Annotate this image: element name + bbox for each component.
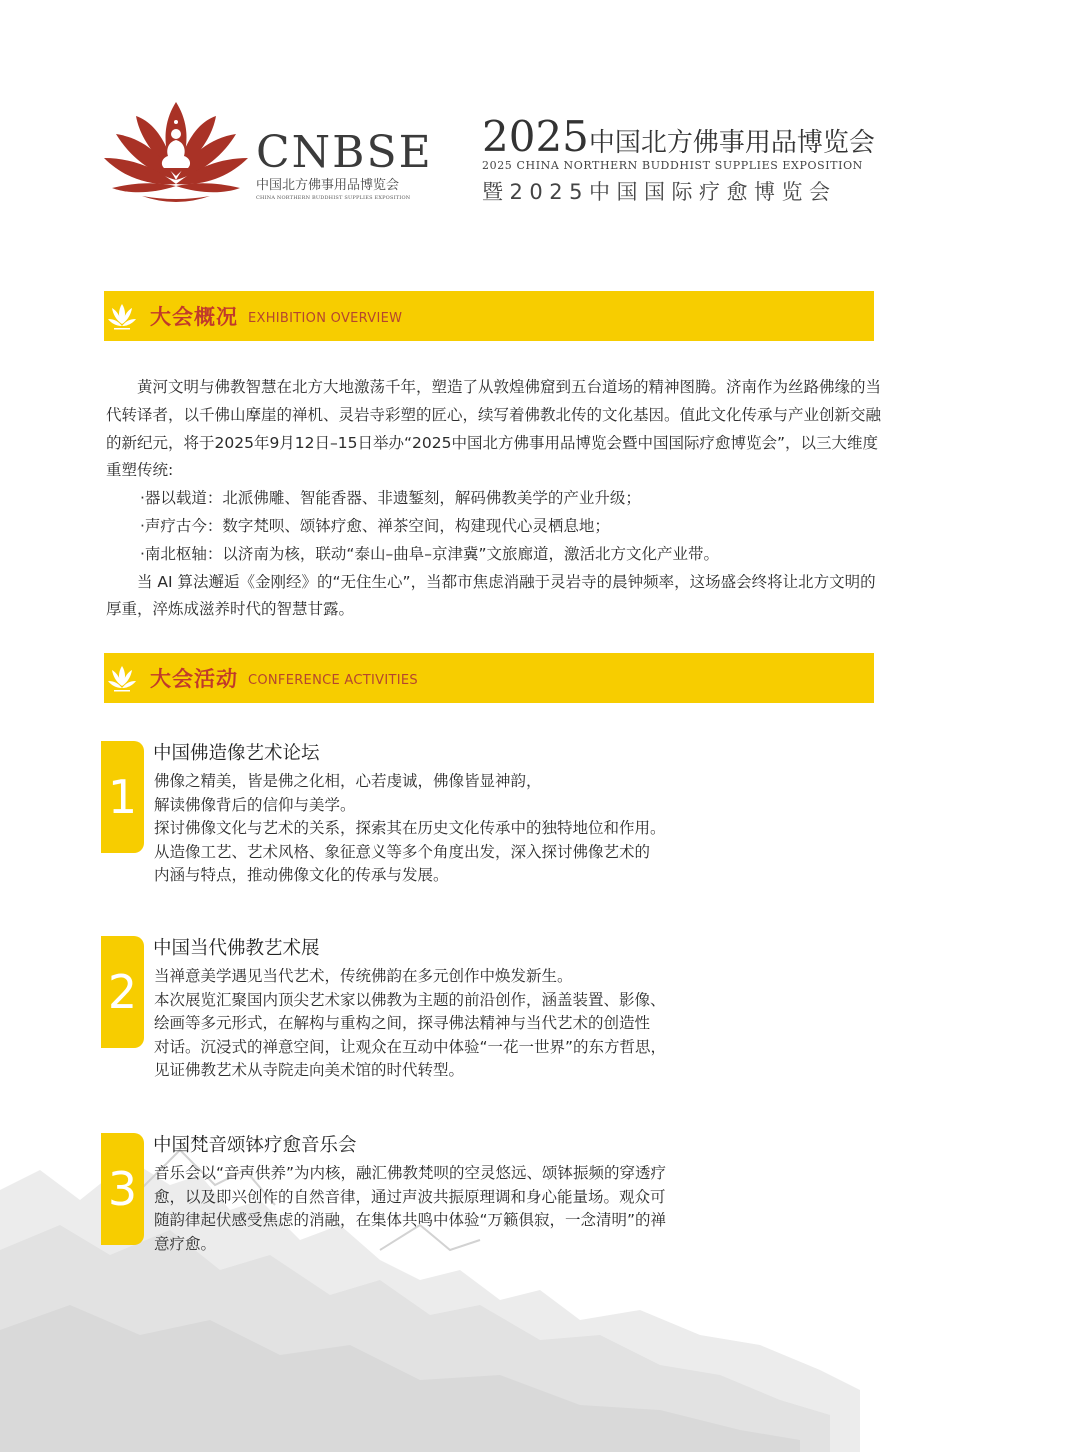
logo-english-name: CHINA NORTHERN BUDDHIST SUPPLIES EXPOSITION bbox=[256, 195, 411, 201]
exhibition-title bbox=[482, 112, 875, 206]
activity-line: 探讨佛像文化与艺术的关系，探索其在历史文化传承中的独特地位和作用。 bbox=[154, 819, 666, 838]
overview-paragraph-1: 黄河文明与佛教智慧在北方大地激荡千年，塑造了从敦煌佛窟到五台道场的精神图腾。济南作为丝路佛缘的当代转译者，以千佛山摩崖的禅机、灵岩寺彩塑的匠心，续写着佛教北传的文化基因。值此文化传承与产业创新交融的新纪元，将于2025年9月12日–15日举办“2025中国北方佛事用品博览会暨中国国际疗愈博览会”，以三大维度重塑传统: bbox=[106, 378, 882, 480]
overview-paragraph-2: 当 AI 算法邂逅《金刚经》的“无住生心”，当都市焦虑消融于灵岩寺的晨钟频率，这场盛会终将让北方文明的厚重，淬炼成滋养时代的智慧甘露。 bbox=[106, 572, 876, 619]
activity-line: 佛像之精美，皆是佛之化相，心若虔诚，佛像皆显神韵， bbox=[154, 772, 542, 790]
overview-bullet: ·声疗古今：数字梵呗、颂钵疗愈、禅茶空间，构建现代心灵栖息地； bbox=[140, 516, 610, 535]
activity-line: 见证佛教艺术从寺院走向美术馆的时代转型。 bbox=[154, 1061, 465, 1080]
activity-line: 音乐会以“音声供养”为内核，融汇佛教梵呗的空灵悠远、颂钵振频的穿透疗 bbox=[154, 1164, 667, 1182]
title-subtitle: 暨2025中国国际疗愈博览会 bbox=[482, 180, 837, 204]
lotus-icon bbox=[108, 300, 136, 332]
activity-description bbox=[154, 770, 794, 888]
section-title-en: EXHIBITION OVERVIEW bbox=[248, 310, 403, 326]
section-header-activities bbox=[104, 653, 874, 703]
lotus-icon bbox=[108, 662, 136, 694]
title-year: 2025 bbox=[482, 112, 589, 161]
logo-text-group bbox=[256, 128, 433, 202]
title-english: 2025 CHINA NORTHERN BUDDHIST SUPPLIES EXPOSITION bbox=[482, 159, 863, 172]
lotus-buddha-logo bbox=[102, 98, 250, 210]
title-main: 中国北方佛事用品博览会 bbox=[588, 128, 875, 158]
overview-text bbox=[106, 374, 886, 624]
activity-line: 解读佛像背后的信仰与美学。 bbox=[154, 795, 356, 814]
section-title-en: CONFERENCE ACTIVITIES bbox=[248, 672, 418, 688]
activity-line: 内涵与特点，推动佛像文化的传承与发展。 bbox=[154, 866, 449, 885]
overview-bullet: ·南北枢轴：以济南为核，联动“泰山–曲阜–京津冀”文旅廊道，激活北方文化产业带。 bbox=[140, 544, 719, 563]
logo-abbreviation: CNBSE bbox=[256, 127, 433, 178]
activity-line: 对话。沉浸式的禅意空间，让观众在互动中体验“一花一世界”的东方哲思， bbox=[154, 1037, 667, 1056]
overview-bullet: ·器以载道：北派佛雕、智能香器、非遗錾刻，解码佛教美学的产业升级； bbox=[140, 489, 641, 508]
activity-number-badge: 2 bbox=[101, 936, 144, 1048]
activity-description bbox=[154, 965, 794, 1083]
activity-title: 中国梵音颂钵疗愈音乐会 bbox=[153, 1135, 357, 1156]
activity-number-badge: 3 bbox=[101, 1133, 144, 1245]
activity-line: 本次展览汇聚国内顶尖艺术家以佛教为主题的前沿创作，涵盖装置、影像、 bbox=[154, 990, 666, 1009]
activity-title: 中国当代佛教艺术展 bbox=[153, 938, 320, 959]
activity-line: 随韵律起伏感受焦虑的消融，在集体共鸣中体验“万籁俱寂，一念清明”的禅 bbox=[154, 1211, 667, 1230]
activity-line: 当禅意美学遇见当代艺术，传统佛韵在多元创作中焕发新生。 bbox=[154, 967, 573, 985]
activity-line: 愈，以及即兴创作的自然音律，通过声波共振原理调和身心能量场。观众可 bbox=[154, 1187, 666, 1206]
activity-line: 从造像工艺、艺术风格、象征意义等多个角度出发，深入探讨佛像艺术的 bbox=[154, 842, 651, 861]
section-header-overview bbox=[104, 291, 874, 341]
activity-number-badge: 1 bbox=[101, 741, 144, 853]
section-title-cn: 大会概况 bbox=[150, 305, 238, 329]
logo-chinese-name: 中国北方佛事用品博览会 bbox=[256, 178, 400, 193]
activity-title: 中国佛造像艺术论坛 bbox=[153, 743, 320, 764]
section-title-cn: 大会活动 bbox=[150, 667, 238, 691]
activity-line: 意疗愈。 bbox=[154, 1234, 217, 1253]
activity-description bbox=[154, 1162, 794, 1256]
activity-line: 绘画等多元形式，在解构与重构之间，探寻佛法精神与当代艺术的创造性 bbox=[154, 1014, 651, 1033]
